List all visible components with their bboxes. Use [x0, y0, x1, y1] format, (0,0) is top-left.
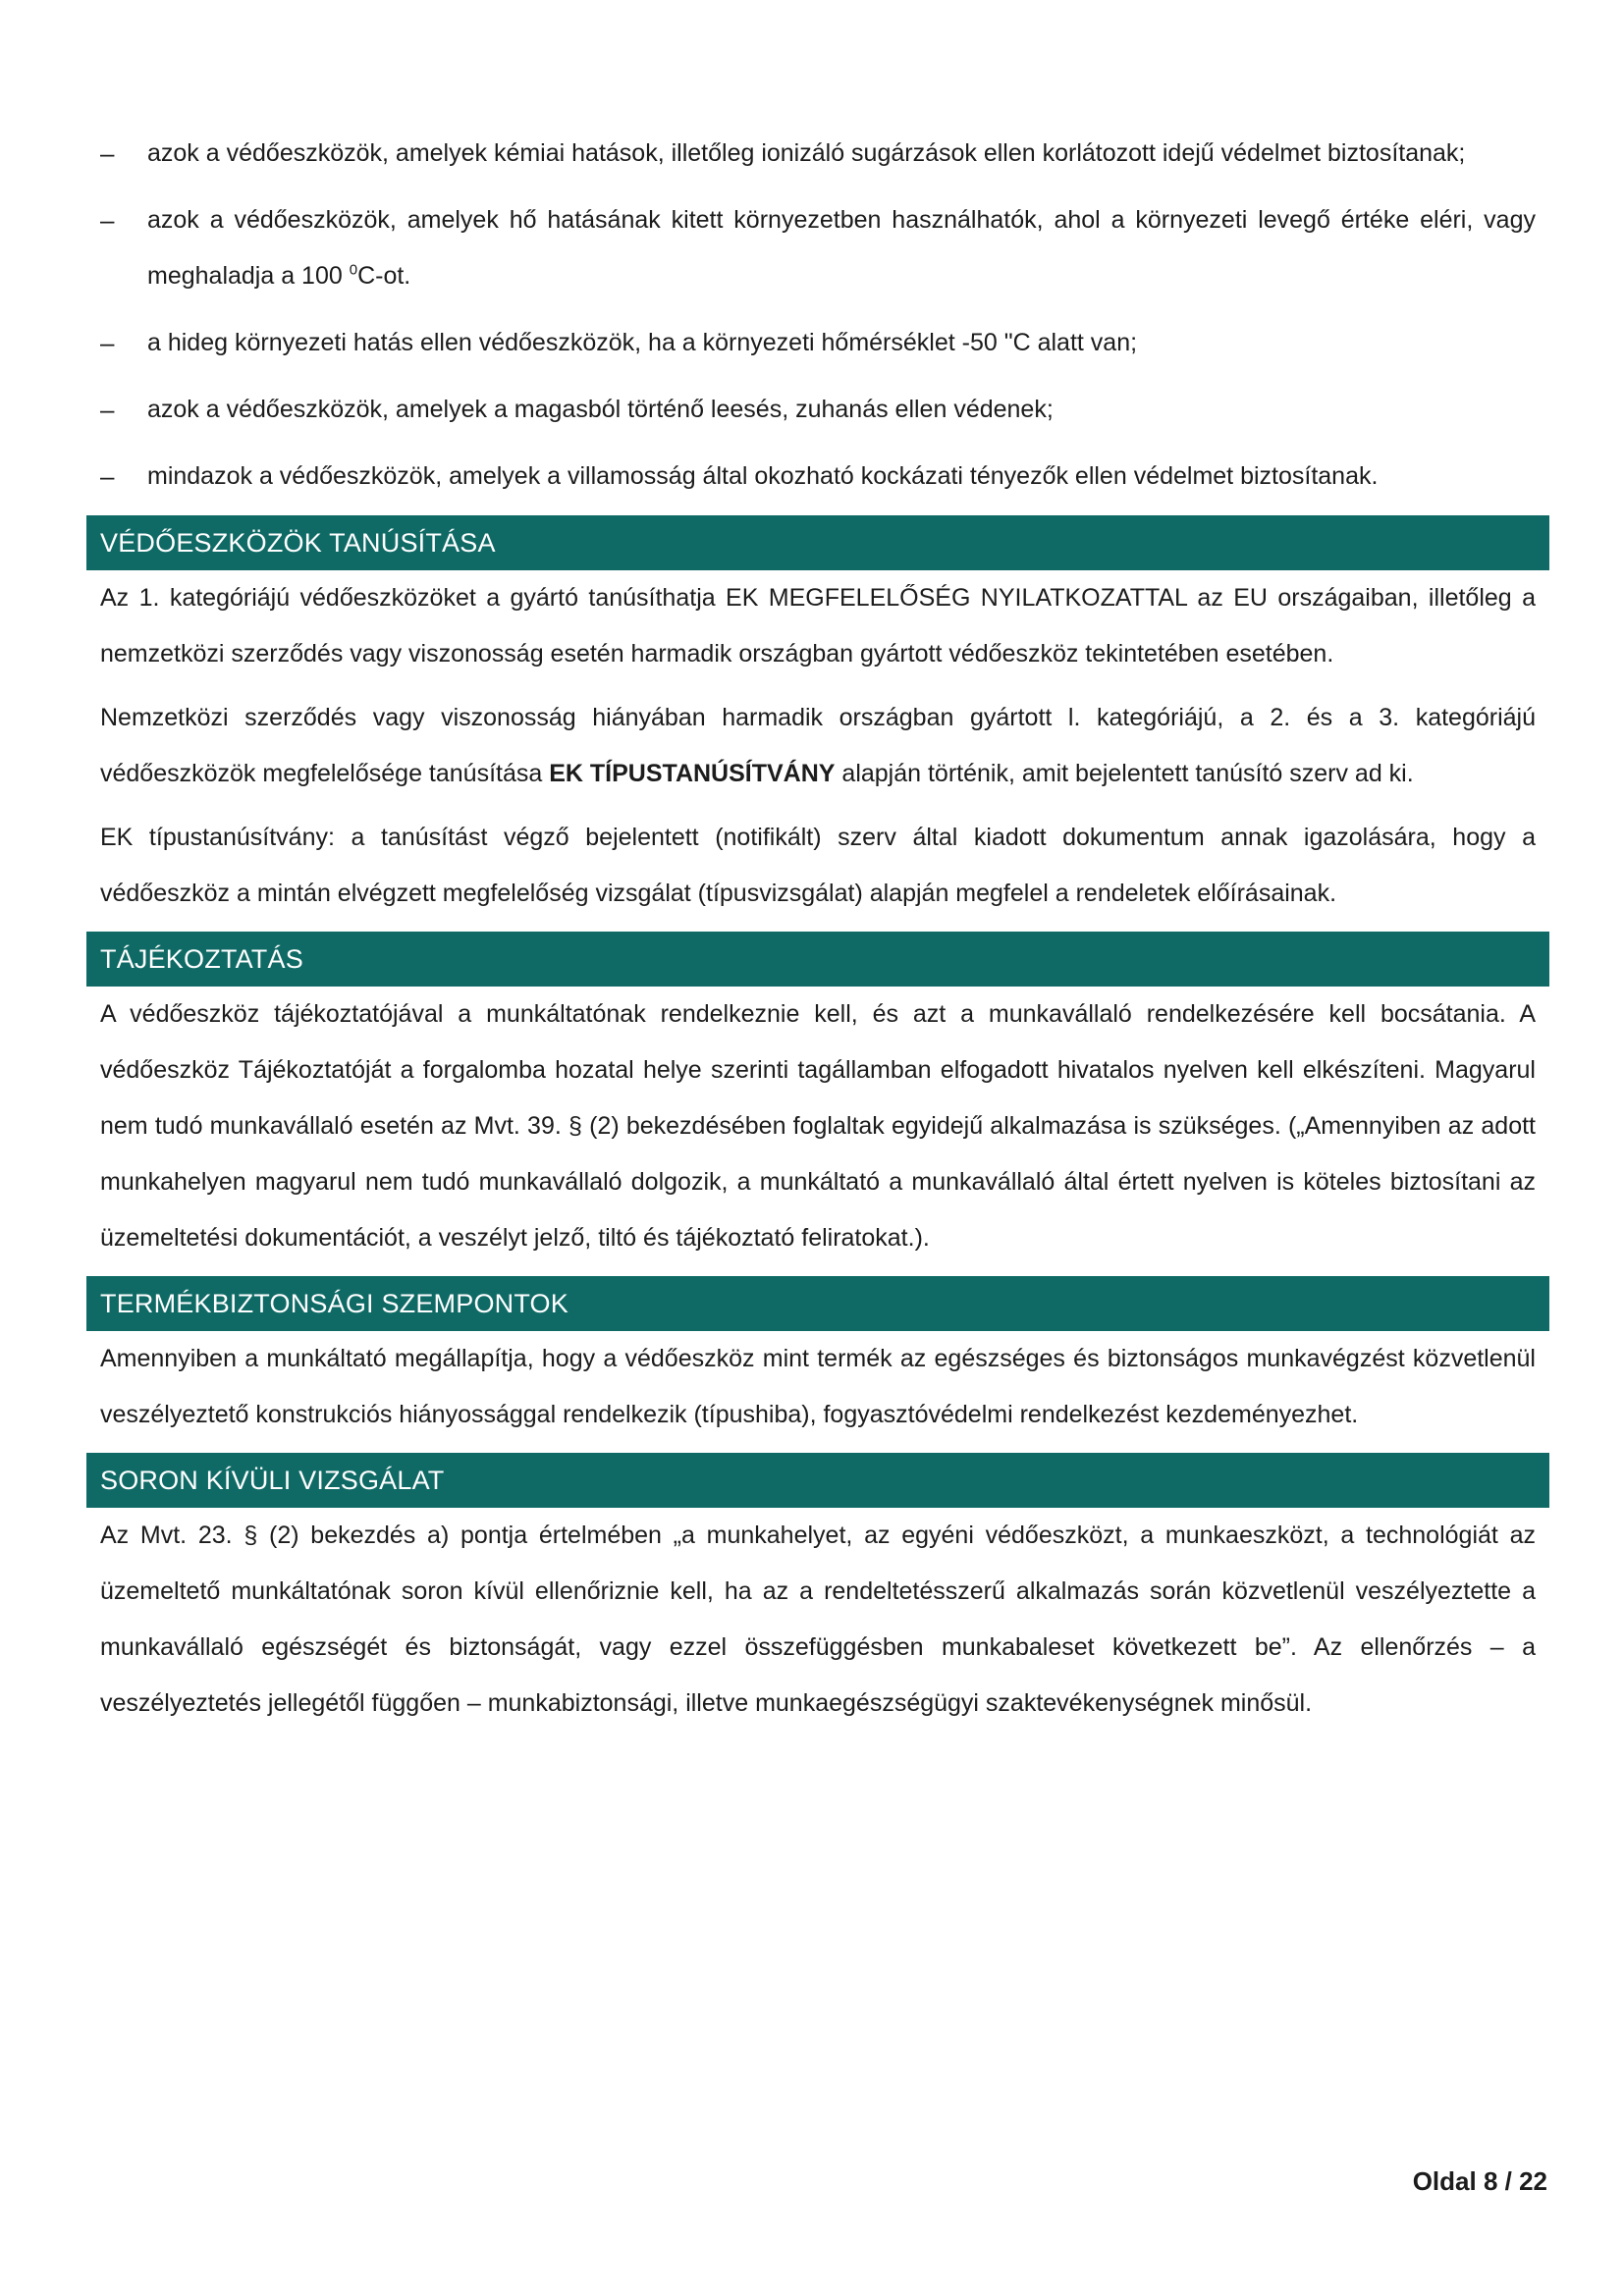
list-item: – azok a védőeszközök, amelyek a magasból történő leesés, zuhanás ellen védenek;	[86, 382, 1549, 438]
document-page	[86, 126, 1549, 1739]
paragraph: Amennyiben a munkáltató megállapítja, hogy a védőeszköz mint termék az egészséges és biztonságos munkavégzést közvetlenül veszélyeztető konstrukciós hiányossággal rendelkezik (típushiba), fogyasztóvédelmi rendelkezést kezdeményezhet.	[100, 1345, 1536, 1428]
dash-bullet-icon: –	[100, 461, 115, 491]
section-heading-tanusitas: VÉDŐESZKÖZÖK TANÚSÍTÁSA	[86, 515, 1549, 570]
dash-bullet-icon: –	[100, 205, 115, 235]
bullet-list	[86, 126, 1549, 505]
list-item: – azok a védőeszközök, amelyek hő hatásának kitett környezetben használhatók, ahol a környezeti levegő értéke eléri, vagy meghaladja a 100 $^0$C-ot.	[86, 192, 1549, 304]
dash-bullet-icon: –	[100, 395, 115, 424]
paragraph: EK típustanúsítvány: a tanúsítást végző bejelentett (notifikált) szerv által kiadott dokumentum annak igazolására, hogy a védőeszköz a mintán elvégzett megfelelőség vizsgálat (típusvizsgálat) alapján megfelel a rendeletek előírásainak.	[100, 824, 1536, 907]
list-item: – a hideg környezeti hatás ellen védőeszközök, ha a környezeti hőmérséklet -50 "C alatt van;	[86, 315, 1549, 371]
bold-term: EK TÍPUSTANÚSÍTVÁNY	[549, 760, 836, 787]
paragraph: Nemzetközi szerződés vagy viszonosság hiányában harmadik országban gyártott l. kategóriájú, a 2. és a 3. kategóriájú védőeszközök megfelelősége tanúsítása EK TÍPUSTANÚSÍTVÁNY alapján történik, amit bejelentett tanúsító szerv ad ki.	[100, 704, 1536, 787]
list-item: – mindazok a védőeszközök, amelyek a villamosság által okozható kockázati tényezők ellen védelmet biztosítanak.	[86, 449, 1549, 505]
paragraph: A védőeszköz tájékoztatójával a munkáltatónak rendelkeznie kell, és azt a munkavállaló rendelkezésére kell bocsátania. A védőeszköz Tájékoztatóját a forgalomba hozatal helye szerinti tagállamban elfogadott hivatalos nyelven kell elkészíteni. Magyarul nem tudó munkavállaló esetén az Mvt. 39. § (2) bekezdésében foglaltak egyidejű alkalmazása is szükséges. („Amennyiben az adott munkahelyen magyarul nem tudó munkavállaló dolgozik, a munkáltató a munkavállaló által értett nyelven is köteles biztosítani az üzemeltetési dokumentációt, a veszélyt jelző, tiltó és tájékoztató feliratokat.).	[100, 1000, 1536, 1252]
paragraph: Az 1. kategóriájú védőeszközöket a gyártó tanúsíthatja EK MEGFELELŐSÉG NYILATKOZATTAL az EU országaiban, illetőleg a nemzetközi szerződés vagy viszonosság esetén harmadik országban gyártott védőeszköz tekintetében esetében.	[100, 584, 1536, 667]
page-number: Oldal 8 / 22	[1412, 2166, 1547, 2196]
section-heading-soron-kivuli: SORON KÍVÜLI VIZSGÁLAT	[86, 1453, 1549, 1508]
dash-bullet-icon: –	[100, 138, 115, 168]
list-item: – azok a védőeszközök, amelyek kémiai hatások, illetőleg ionizáló sugárzások ellen korlátozott idejű védelmet biztosítanak;	[86, 126, 1549, 182]
section-heading-tajekoztatas: TÁJÉKOZTATÁS	[86, 932, 1549, 987]
paragraph: Az Mvt. 23. § (2) bekezdés a) pontja értelmében „a munkahelyet, az egyéni védőeszközt, a munkaeszközt, a technológiát az üzemeltető munkáltatónak soron kívül ellenőriznie kell, ha az a rendeltetésszerű alkalmazás során közvetlenül veszélyeztette a munkavállaló egészségét és biztonságát, vagy ezzel összefüggésben munkabaleset következett be”. Az ellenőrzés – a veszélyeztetés jellegétől függően – munkabiztonsági, illetve munkaegészségügyi szaktevékenységnek minősül.	[100, 1522, 1536, 1717]
dash-bullet-icon: –	[100, 328, 115, 357]
superscript: 0	[349, 261, 358, 279]
section-heading-termekbiztonsag: TERMÉKBIZTONSÁGI SZEMPONTOK	[86, 1276, 1549, 1331]
